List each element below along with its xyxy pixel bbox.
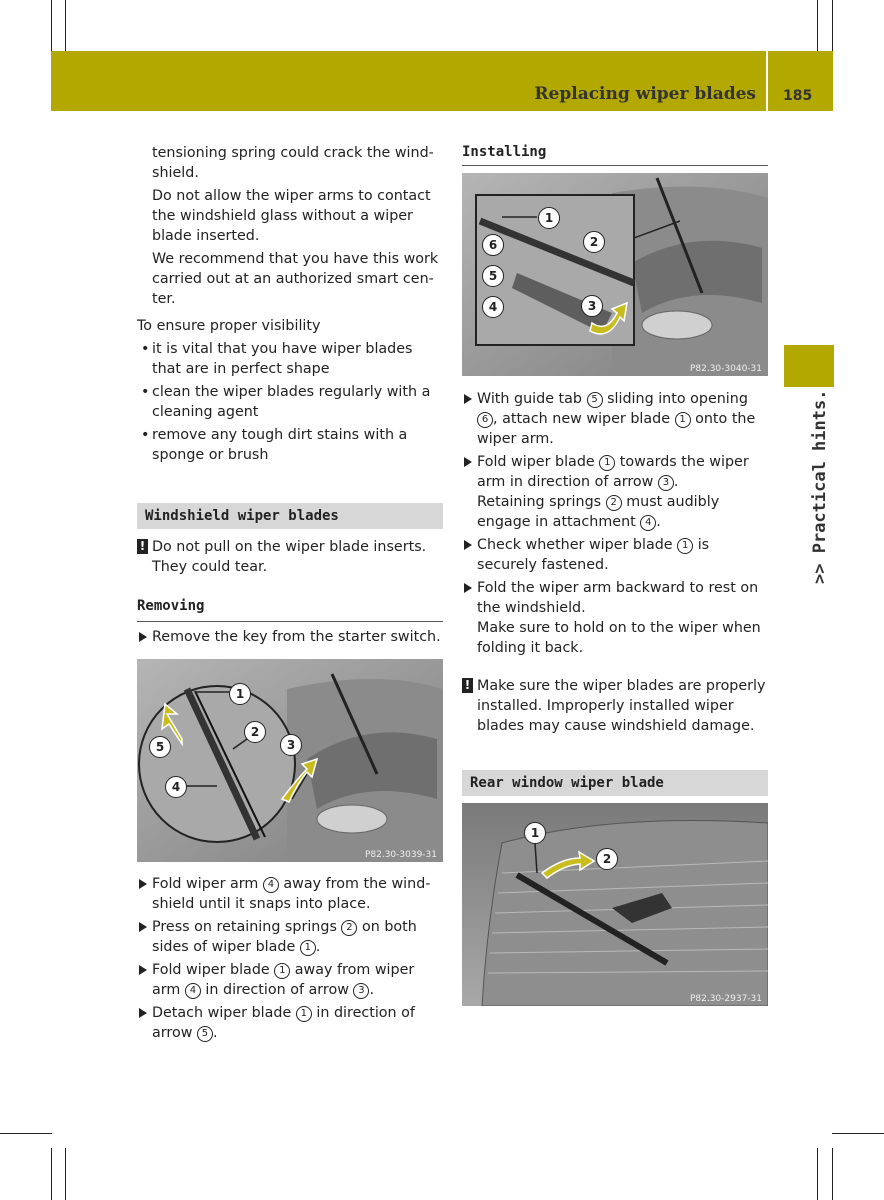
callout-ref: 1: [677, 538, 693, 554]
installing-steps: [462, 389, 768, 658]
callout-ref: 4: [640, 515, 656, 531]
callout-6: 6: [482, 234, 504, 256]
rear-wiper-illustration: [462, 803, 768, 1006]
callout-4: 4: [482, 296, 504, 318]
warning-note: [137, 537, 443, 577]
figure-code: P82.30-2937-31: [689, 994, 762, 1004]
callout-ref: 5: [197, 1026, 213, 1042]
callout-ref: 6: [477, 412, 493, 428]
list-item: Fold wiper blade 1 away from wiper arm 4 in direction of arrow 3 .: [137, 960, 443, 1000]
removing-step-list: [137, 627, 443, 647]
crop-mark: [51, 1148, 52, 1200]
step-arrow-icon: [139, 965, 147, 975]
callout-2: 2: [244, 721, 266, 743]
callout-1: 1: [229, 683, 251, 705]
callout-5: 5: [149, 736, 171, 758]
figure-windshield-wiper-installing: [462, 173, 768, 376]
crop-mark: [817, 1148, 818, 1200]
intro-paragraph: Do not allow the wiper arms to contact the windshield glass without a wiper blade inserted.: [152, 188, 431, 244]
step-arrow-icon: [139, 632, 147, 642]
left-warning: [137, 537, 443, 577]
removing-steps: [137, 874, 443, 1043]
subheading-removing: Removing: [137, 598, 443, 622]
section-heading-windshield: Windshield wiper blades: [137, 503, 443, 529]
callout-ref: 1: [675, 412, 691, 428]
callout-ref: 1: [274, 963, 290, 979]
step-arrow-icon: [139, 879, 147, 889]
step-arrow-icon: [139, 922, 147, 932]
callout-ref: 5: [587, 392, 603, 408]
list-item: Fold wiper blade 1 towards the wiper arm in direction of arrow 3 . Retaining springs 2 must audibly engage in attachment 4 .: [462, 452, 768, 532]
side-tab-label: >> Practical hints.: [810, 389, 830, 584]
list-item: Fold the wiper arm backward to rest on the windshield. Make sure to hold on to the wiper when folding it back.: [462, 578, 768, 658]
callout-5: 5: [482, 265, 504, 287]
crop-mark: [817, 0, 818, 52]
step-arrow-icon: [464, 394, 472, 404]
callout-ref: 1: [599, 455, 615, 471]
page-number: 185: [783, 88, 813, 104]
figure-rear-wiper: [462, 803, 768, 1006]
list-item: Press on retaining springs 2 on both sides of wiper blade 1 .: [137, 917, 443, 957]
warning-icon: !: [462, 678, 473, 693]
crop-mark: [0, 1133, 52, 1134]
intro-paragraph: tensioning spring could crack the wind-shield.: [152, 145, 434, 181]
callout-ref: 2: [341, 920, 357, 936]
visibility-lead: To ensure proper visibility: [137, 318, 321, 334]
list-item: Fold wiper arm 4 away from the wind-shield until it snaps into place.: [137, 874, 443, 914]
header-separator: [766, 51, 768, 111]
callout-1: 1: [524, 822, 546, 844]
figure-code: P82.30-3040-31: [689, 364, 762, 374]
warning-text: Do not pull on the wiper blade inserts. They could tear.: [152, 539, 427, 575]
step-arrow-icon: [464, 540, 472, 550]
figure-windshield-wiper-removing: [137, 659, 443, 862]
warning-text: Make sure the wiper blades are properly installed. Improperly installed wiper blades may cause windshield damage.: [477, 678, 766, 734]
callout-ref: 4: [263, 877, 279, 893]
list-item: • it is vital that you have wiper blades that are in perfect shape: [137, 339, 443, 379]
callout-ref: 1: [296, 1006, 312, 1022]
step-arrow-icon: [464, 457, 472, 467]
warning-icon: !: [137, 539, 148, 554]
callout-2: 2: [583, 231, 605, 253]
crop-mark: [832, 0, 833, 52]
callout-ref: 4: [185, 983, 201, 999]
crop-mark: [832, 1148, 833, 1200]
side-tab-marker: [784, 345, 834, 387]
list-item: Remove the key from the starter switch.: [137, 627, 443, 647]
right-warning: [462, 676, 768, 736]
page-title: Replacing wiper blades: [534, 84, 756, 104]
callout-ref: 3: [353, 983, 369, 999]
list-item: • remove any tough dirt stains with a sponge or brush: [137, 425, 443, 465]
callout-3: 3: [280, 734, 302, 756]
wiper-illustration: [462, 173, 768, 376]
warning-note: [462, 676, 768, 736]
step-arrow-icon: [139, 1008, 147, 1018]
callout-4: 4: [165, 776, 187, 798]
list-item: Detach wiper blade 1 in direction of arrow 5 .: [137, 1003, 443, 1043]
list-item: • clean the wiper blades regularly with a cleaning agent: [137, 382, 443, 422]
callout-1: 1: [538, 207, 560, 229]
intro-paragraph: We recommend that you have this work carried out at an authorized smart cen-ter.: [152, 251, 439, 307]
figure-code: P82.30-3039-31: [364, 850, 437, 860]
left-column-intro: [137, 143, 443, 465]
list-item: With guide tab 5 sliding into opening 6 , attach new wiper blade 1 onto the wiper arm.: [462, 389, 768, 449]
callout-2: 2: [596, 848, 618, 870]
crop-mark: [51, 0, 52, 52]
step-arrow-icon: [464, 583, 472, 593]
callout-3: 3: [581, 295, 603, 317]
subheading-installing: Installing: [462, 144, 768, 166]
callout-ref: 3: [658, 475, 674, 491]
section-heading-rear-wiper: Rear window wiper blade: [462, 770, 768, 796]
crop-mark: [832, 1133, 884, 1134]
crop-mark: [65, 1148, 66, 1200]
callout-ref: 1: [300, 940, 316, 956]
wiper-illustration: [137, 659, 443, 862]
callout-ref: 2: [606, 495, 622, 511]
crop-mark: [65, 0, 66, 52]
list-item: Check whether wiper blade 1 is securely fastened.: [462, 535, 768, 575]
